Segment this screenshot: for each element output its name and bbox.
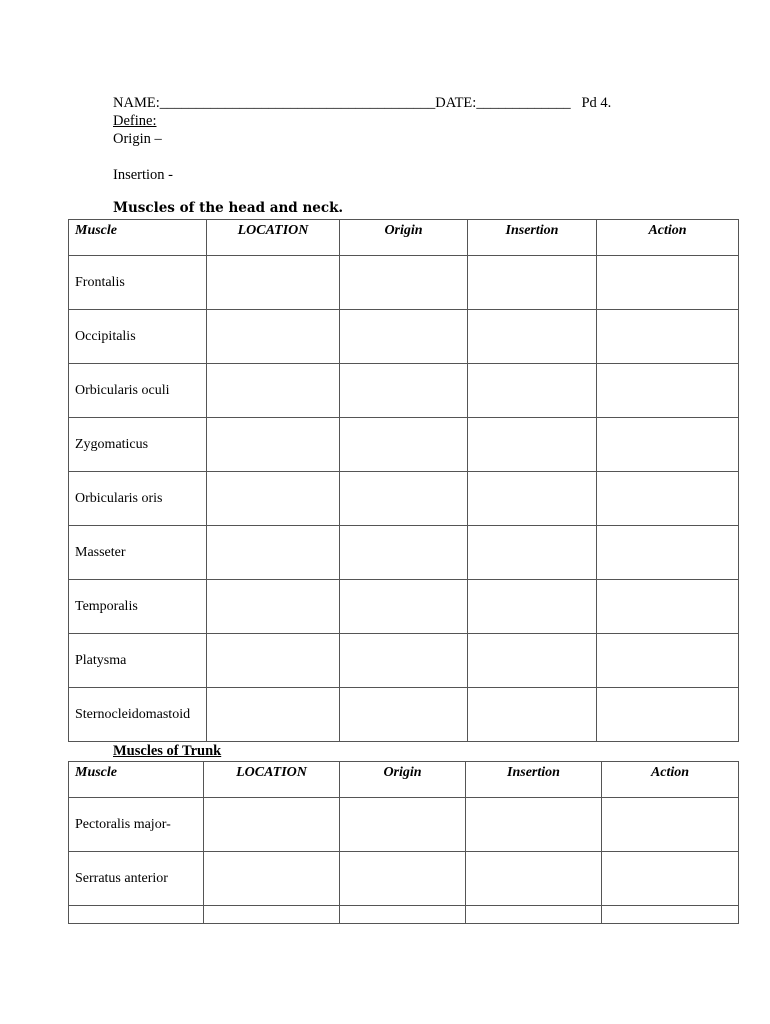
location-cell[interactable] xyxy=(207,364,340,418)
muscle-name-cell: Sternocleidomastoid xyxy=(69,688,207,742)
location-cell[interactable] xyxy=(207,526,340,580)
action-cell[interactable] xyxy=(602,852,739,906)
origin-cell[interactable] xyxy=(340,364,468,418)
table-row xyxy=(69,526,739,580)
column-header-location: LOCATION xyxy=(207,220,340,256)
action-cell[interactable] xyxy=(597,364,739,418)
insertion-cell[interactable] xyxy=(466,906,602,924)
table-row xyxy=(69,688,739,742)
table-row xyxy=(69,418,739,472)
origin-cell[interactable] xyxy=(340,256,468,310)
muscle-name-cell: Pectoralis major- xyxy=(69,798,204,852)
muscle-name-cell: Frontalis xyxy=(69,256,207,310)
column-header-insertion: Insertion xyxy=(466,762,602,798)
muscle-name-cell: Temporalis xyxy=(69,580,207,634)
muscle-name-cell: Orbicularis oculi xyxy=(69,364,207,418)
insertion-cell[interactable] xyxy=(468,418,597,472)
action-cell[interactable] xyxy=(597,472,739,526)
location-cell[interactable] xyxy=(207,634,340,688)
muscle-name-cell: Orbicularis oris xyxy=(69,472,207,526)
define-label: Define: xyxy=(113,113,157,129)
origin-cell[interactable] xyxy=(340,472,468,526)
column-header-location: LOCATION xyxy=(204,762,340,798)
location-cell[interactable] xyxy=(207,310,340,364)
table-row xyxy=(69,256,739,310)
trunk-header-row xyxy=(69,762,739,798)
insertion-cell[interactable] xyxy=(468,526,597,580)
date-blank[interactable]: _____________ xyxy=(476,95,571,111)
action-cell[interactable] xyxy=(597,688,739,742)
name-blank[interactable]: ____________________________________ xyxy=(159,95,421,111)
name-label: NAME: xyxy=(113,95,160,111)
muscle-name-cell: Occipitalis xyxy=(69,310,207,364)
column-header-muscle: Muscle xyxy=(69,762,204,798)
head-neck-header-row xyxy=(69,220,739,256)
origin-cell[interactable] xyxy=(340,418,468,472)
table-row xyxy=(69,906,739,924)
muscle-name-cell xyxy=(69,906,204,924)
table-row xyxy=(69,634,739,688)
action-cell[interactable] xyxy=(597,418,739,472)
trunk-table xyxy=(68,761,739,924)
location-cell[interactable] xyxy=(207,418,340,472)
origin-label: Origin – xyxy=(113,131,162,147)
location-cell[interactable] xyxy=(204,852,340,906)
origin-cell[interactable] xyxy=(340,526,468,580)
location-cell[interactable] xyxy=(207,688,340,742)
table-row xyxy=(69,798,739,852)
table-row xyxy=(69,310,739,364)
location-cell[interactable] xyxy=(204,906,340,924)
insertion-label: Insertion - xyxy=(113,167,173,183)
location-cell[interactable] xyxy=(204,798,340,852)
action-cell[interactable] xyxy=(597,310,739,364)
origin-cell[interactable] xyxy=(340,634,468,688)
column-header-action: Action xyxy=(602,762,739,798)
location-cell[interactable] xyxy=(207,472,340,526)
muscle-name-cell: Serratus anterior xyxy=(69,852,204,906)
origin-cell[interactable] xyxy=(340,852,466,906)
action-cell[interactable] xyxy=(602,906,739,924)
action-cell[interactable] xyxy=(602,798,739,852)
muscle-name-cell: Masseter xyxy=(69,526,207,580)
column-header-muscle: Muscle xyxy=(69,220,207,256)
action-cell[interactable] xyxy=(597,256,739,310)
period-label: Pd 4. xyxy=(581,95,612,111)
column-header-origin: Origin xyxy=(340,220,468,256)
trunk-title: Muscles of Trunk xyxy=(113,743,222,759)
column-header-insertion: Insertion xyxy=(468,220,597,256)
date-label: __DATE: xyxy=(420,95,477,111)
insertion-cell[interactable] xyxy=(468,310,597,364)
table-row xyxy=(69,472,739,526)
origin-cell[interactable] xyxy=(340,580,468,634)
origin-cell[interactable] xyxy=(340,798,466,852)
head-neck-title: Muscles of the head and neck. xyxy=(113,200,344,216)
action-cell[interactable] xyxy=(597,634,739,688)
insertion-cell[interactable] xyxy=(468,256,597,310)
table-row xyxy=(69,852,739,906)
origin-cell[interactable] xyxy=(340,310,468,364)
insertion-cell[interactable] xyxy=(468,688,597,742)
origin-cell[interactable] xyxy=(340,688,468,742)
column-header-origin: Origin xyxy=(340,762,466,798)
action-cell[interactable] xyxy=(597,580,739,634)
muscle-name-cell: Platysma xyxy=(69,634,207,688)
insertion-cell[interactable] xyxy=(468,472,597,526)
insertion-cell[interactable] xyxy=(466,852,602,906)
insertion-cell[interactable] xyxy=(468,580,597,634)
insertion-cell[interactable] xyxy=(468,634,597,688)
action-cell[interactable] xyxy=(597,526,739,580)
muscle-name-cell: Zygomaticus xyxy=(69,418,207,472)
origin-cell[interactable] xyxy=(340,906,466,924)
head-neck-table xyxy=(68,219,739,742)
location-cell[interactable] xyxy=(207,580,340,634)
insertion-cell[interactable] xyxy=(466,798,602,852)
location-cell[interactable] xyxy=(207,256,340,310)
table-row xyxy=(69,580,739,634)
insertion-cell[interactable] xyxy=(468,364,597,418)
table-row xyxy=(69,364,739,418)
name-date-line xyxy=(113,94,611,112)
column-header-action: Action xyxy=(597,220,739,256)
